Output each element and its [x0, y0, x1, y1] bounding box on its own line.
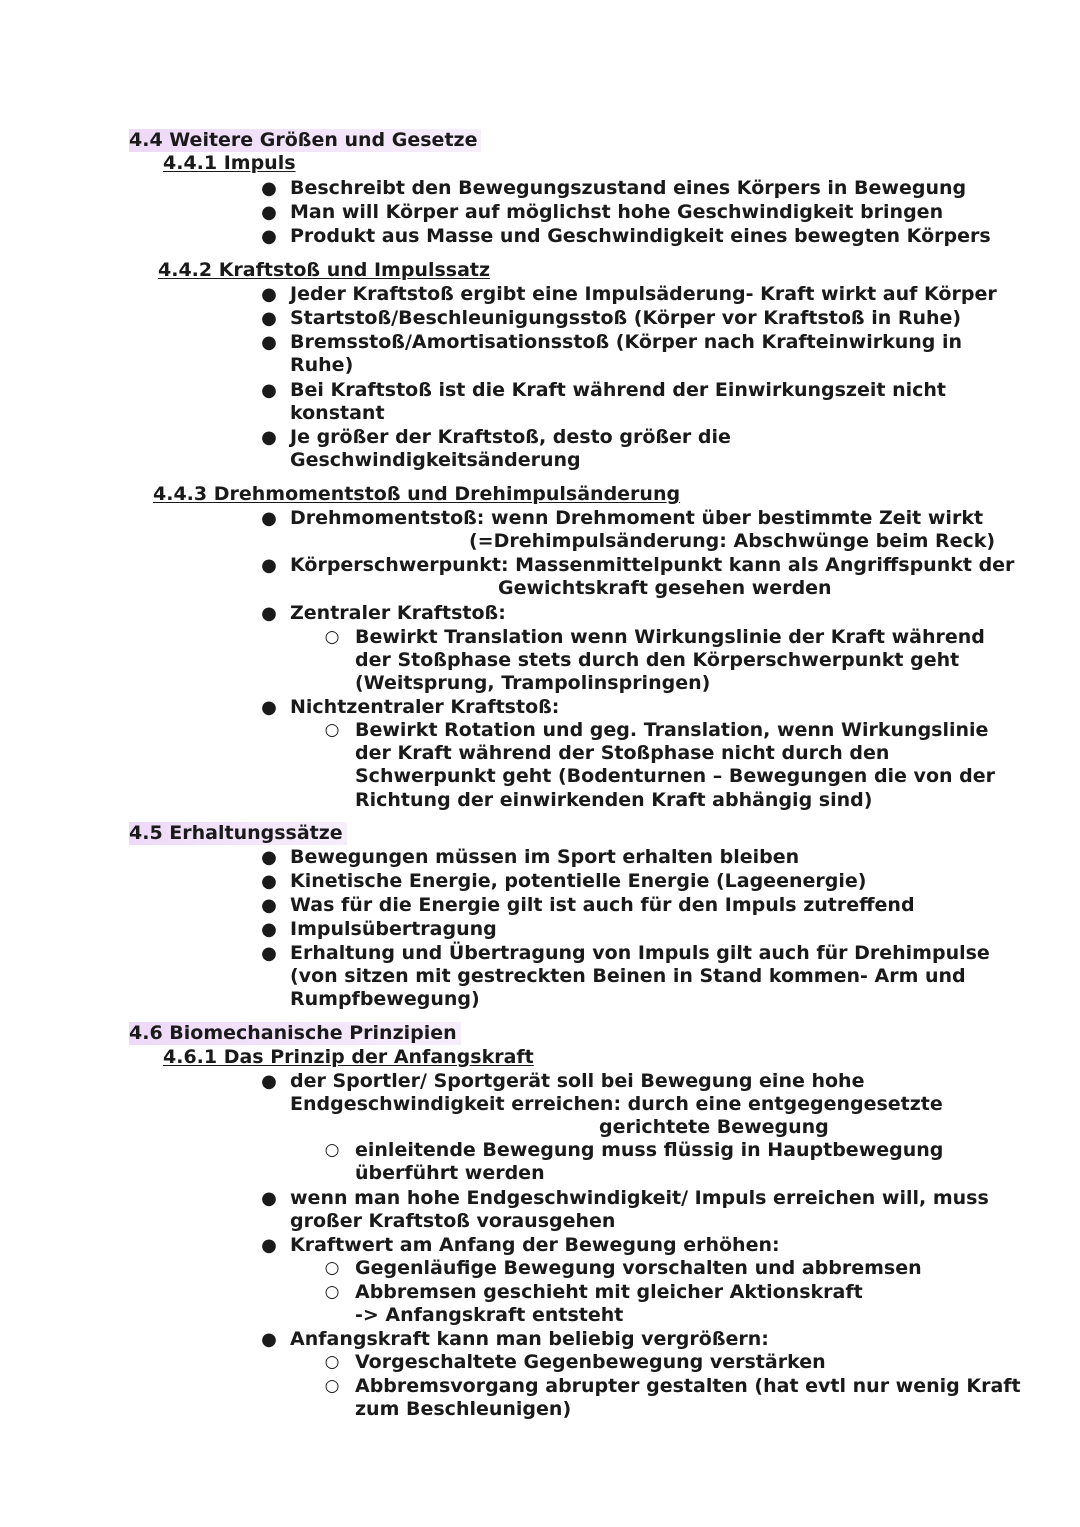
sub-list-item: ○ Bewirkt Rotation und geg. Translation, wenn Wirkungslinie der Kraft während der Stoßphase nicht durch den Schwerpunkt geht (Bodenturnen – Bewegungen die von der Richtung der einwirkenden Kraft abhängig sind): [324, 719, 995, 811]
list-item: ● Erhaltung und Übertragung von Impuls gilt auch für Drehimpulse (von sitzen mit gestreckten Beinen in Stand kommen- Arm und Rumpfbewegung): [261, 942, 990, 1011]
subsection-heading-4-4-3: 4.4.3 Drehmomentstoß und Drehimpulsänderung: [153, 483, 681, 505]
subsection-heading-4-6-1: 4.6.1 Das Prinzip der Anfangskraft: [163, 1046, 534, 1068]
sub-list-item: ○ Abbremsen geschieht mit gleicher Aktionskraft -> Anfangskraft entsteht: [324, 1281, 863, 1327]
list-item: ● Kinetische Energie, potentielle Energie (Lageenergie): [261, 870, 867, 892]
list-item: ● Je größer der Kraftstoß, desto größer die Geschwindigkeitsänderung: [261, 426, 731, 472]
list-item: ● Körperschwerpunkt: Massenmittelpunkt kann als Angriffspunkt der Gewichtskraft gesehen werden: [261, 554, 1015, 600]
list-item: ● Impulsübertragung: [261, 918, 497, 940]
list-item: ● Startstoß/Beschleunigungsstoß (Körper vor Kraftstoß in Ruhe): [261, 307, 962, 329]
list-item: ● Bewegungen müssen im Sport erhalten bleiben: [261, 846, 800, 868]
sub-list-item: ○ Vorgeschaltete Gegenbewegung verstärken: [324, 1351, 826, 1373]
list-item: ● Produkt aus Masse und Geschwindigkeit eines bewegten Körpers: [261, 225, 991, 247]
section-heading-4-6: 4.6 Biomechanische Prinzipien: [129, 1022, 461, 1045]
sub-list-item: ○ einleitende Bewegung muss flüssig in Hauptbewegung überführt werden: [324, 1139, 944, 1185]
section-heading-4-4: 4.4 Weitere Größen und Gesetze: [129, 129, 481, 152]
list-item: ● Bei Kraftstoß ist die Kraft während der Einwirkungszeit nicht konstant: [261, 379, 946, 425]
list-item: ● wenn man hohe Endgeschwindigkeit/ Impuls erreichen will, muss großer Kraftstoß vorausgehen: [261, 1187, 989, 1233]
list-item: ● Beschreibt den Bewegungszustand eines Körpers in Bewegung: [261, 177, 967, 199]
list-item: ● der Sportler/ Sportgerät soll bei Bewegung eine hohe Endgeschwindigkeit erreichen: durch eine entgegengesetzte gerichtete Bewegung: [261, 1070, 943, 1139]
sub-list-item: ○ Abbremsvorgang abrupter gestalten (hat evtl nur wenig Kraft zum Beschleunigen): [324, 1375, 1021, 1421]
list-item: ● Jeder Kraftstoß ergibt eine Impulsäderung- Kraft wirkt auf Körper: [261, 283, 997, 305]
list-item: ● Anfangskraft kann man beliebig vergrößern:: [261, 1328, 769, 1350]
list-item: ● Nichtzentraler Kraftstoß:: [261, 696, 560, 718]
list-item: ● Drehmomentstoß: wenn Drehmoment über bestimmte Zeit wirkt (=Drehimpulsänderung: Abschwünge beim Reck): [261, 507, 996, 553]
subsection-heading-4-4-1: 4.4.1 Impuls: [163, 152, 296, 174]
list-item: ● Bremsstoß/Amortisationsstoß (Körper nach Krafteinwirkung in Ruhe): [261, 331, 963, 377]
list-item: ● Kraftwert am Anfang der Bewegung erhöhen:: [261, 1234, 780, 1256]
list-item: ● Was für die Energie gilt ist auch für den Impuls zutreffend: [261, 894, 915, 916]
list-item: ● Zentraler Kraftstoß:: [261, 602, 506, 624]
sub-list-item: ○ Bewirkt Translation wenn Wirkungslinie der Kraft während der Stoßphase stets durch den Körperschwerpunkt geht (Weitsprung, Trampolinspringen): [324, 626, 985, 695]
sub-list-item: ○ Gegenläufige Bewegung vorschalten und abbremsen: [324, 1257, 922, 1279]
section-heading-4-5: 4.5 Erhaltungssätze: [129, 822, 347, 845]
subsection-heading-4-4-2: 4.4.2 Kraftstoß und Impulssatz: [158, 259, 491, 281]
list-item: ● Man will Körper auf möglichst hohe Geschwindigkeit bringen: [261, 201, 944, 223]
